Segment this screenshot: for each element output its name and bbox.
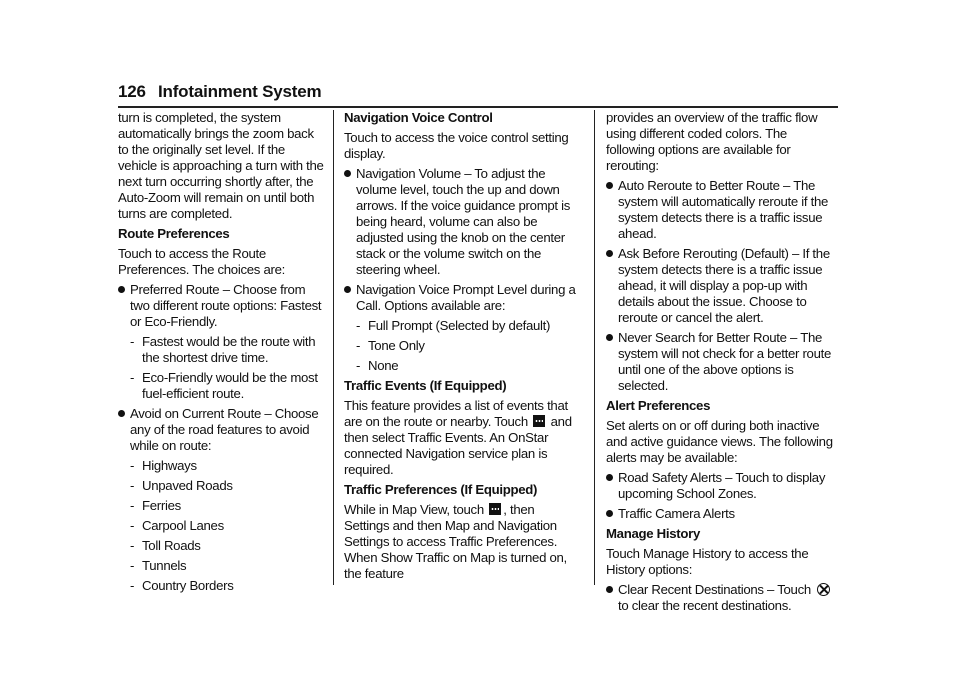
sub-item: - Tunnels: [130, 558, 187, 573]
sub-item: - Ferries: [130, 498, 181, 513]
sub-item-text: Carpool Lanes: [142, 518, 224, 533]
column-1: [118, 110, 324, 598]
sub-item-text: Highways: [142, 458, 197, 473]
bullet-item: [606, 330, 838, 394]
sub-item-text: Ferries: [142, 498, 181, 513]
paragraph: Set alerts on or off during both inactive and active guidance views. The following alerts may be available:: [606, 418, 833, 465]
column-divider: [333, 110, 334, 585]
bullet-text: Navigation Voice Prompt Level during a Call. Options available are:: [356, 282, 576, 313]
sub-item: - Carpool Lanes: [130, 518, 224, 533]
page-number: 126: [118, 82, 146, 101]
paragraph: Touch to access the voice control setting display.: [344, 130, 569, 161]
bullet-icon: [344, 170, 351, 177]
bullet-text: Never Search for Better Route – The system will not check for a better route until one of the above options is selected.: [618, 330, 832, 393]
paragraph: Touch to access the Route Preferences. The choices are:: [118, 246, 285, 277]
bullet-text: Traffic Camera Alerts: [618, 506, 735, 521]
sub-item: - Highways: [130, 458, 197, 473]
bullet-icon: [606, 474, 613, 481]
menu-icon: [533, 415, 545, 427]
paragraph: provides an overview of the traffic flow using different coded colors. The following options are available for rerouting:: [606, 110, 818, 173]
bullet-item: [118, 406, 324, 454]
sub-item-text: None: [368, 358, 399, 373]
subheading: Alert Preferences: [606, 398, 711, 413]
bullet-item: [606, 178, 838, 242]
sub-item-text: Fastest would be the route with the shortest drive time.: [142, 334, 316, 365]
bullet-item: [606, 582, 838, 614]
bullet-text: Road Safety Alerts – Touch to display upcoming School Zones.: [618, 470, 826, 501]
sub-item-text: Unpaved Roads: [142, 478, 233, 493]
sub-item: - Unpaved Roads: [130, 478, 233, 493]
paragraph: [344, 398, 580, 478]
sub-item: - Country Borders: [130, 578, 234, 593]
paragraph: Touch Manage History to access the History options:: [606, 546, 809, 577]
subheading: Navigation Voice Control: [344, 110, 493, 125]
bullet-icon: [606, 586, 613, 593]
paragraph-text: While in Map View, touch: [344, 502, 484, 517]
sub-item-text: Country Borders: [142, 578, 234, 593]
bullet-text: to clear the recent destinations.: [618, 598, 792, 613]
bullet-icon: [606, 250, 613, 257]
bullet-text: Clear Recent Destinations – Touch: [618, 582, 811, 597]
bullet-icon: [344, 286, 351, 293]
paragraph-text: and then select Traffic Events. An OnStar connected Navigation service plan is required.: [344, 414, 572, 477]
sub-item-text: Tunnels: [142, 558, 187, 573]
bullet-item: [606, 246, 838, 326]
bullet-icon: [606, 510, 613, 517]
subheading: Traffic Preferences (If Equipped): [344, 482, 538, 497]
column-2: [344, 110, 580, 586]
bullet-item: [344, 282, 580, 314]
sub-item: - Toll Roads: [130, 538, 201, 553]
subheading: Manage History: [606, 526, 700, 541]
sub-item: - Tone Only: [356, 338, 425, 353]
bullet-icon: [606, 182, 613, 189]
sub-item-text: Eco-Friendly would be the most fuel-efficient route.: [142, 370, 318, 401]
bullet-icon: [606, 334, 613, 341]
bullet-item: [344, 166, 580, 278]
sub-item: - Eco-Friendly would be the most fuel-efficient route.: [130, 370, 318, 401]
bullet-item: [118, 282, 324, 330]
bullet-icon: [118, 286, 125, 293]
subheading: Traffic Events (If Equipped): [344, 378, 507, 393]
page-header: [118, 80, 838, 108]
paragraph-text: This feature provides a list of events that are on the route or nearby. Touch: [344, 398, 568, 429]
subheading: Route Preferences: [118, 226, 230, 241]
paragraph: turn is completed, the system automatically brings the zoom back to the originally set level. If the vehicle is approaching a turn with the next turn occurring shortly after, the Auto-Zoom will remain on until both turns are completed.: [118, 110, 324, 221]
paragraph: [344, 502, 580, 582]
menu-icon: [489, 503, 501, 515]
sub-item-text: Full Prompt (Selected by default): [368, 318, 551, 333]
sub-item-text: Tone Only: [368, 338, 425, 353]
sub-item: - Full Prompt (Selected by default): [356, 318, 551, 333]
bullet-text: Navigation Volume – To adjust the volume level, touch the up and down arrows. If the voice guidance prompt is being heard, volume can also be adjusted using the knob on the center stack or the volume switch on the steering wheel.: [356, 166, 571, 277]
bullet-icon: [118, 410, 125, 417]
column-3: [606, 110, 838, 618]
clear-icon: [817, 583, 830, 596]
column-divider: [594, 110, 595, 585]
bullet-item: [606, 506, 838, 522]
sub-item: - None: [356, 358, 399, 373]
bullet-text: Avoid on Current Route – Choose any of the road features to avoid while on route:: [130, 406, 319, 453]
bullet-text: Preferred Route – Choose from two different route options: Fastest or Eco-Friendly.: [130, 282, 322, 329]
sub-item-text: Toll Roads: [142, 538, 201, 553]
section-title: Infotainment System: [158, 82, 322, 101]
bullet-text: Auto Reroute to Better Route – The system will automatically reroute if the system detects there is a traffic issue ahead.: [618, 178, 829, 241]
bullet-text: Ask Before Rerouting (Default) – If the system detects there is a traffic issue ahead, it will display a pop-up with details about the issue. Choose to reroute or cancel the alert.: [618, 246, 830, 325]
sub-item: - Fastest would be the route with the shortest drive time.: [130, 334, 316, 365]
bullet-item: [606, 470, 838, 502]
paragraph-text: , then Settings and then Map and Navigation Settings to access Traffic Preferences. When Show Traffic on Map is turned on, the feature: [344, 502, 567, 581]
